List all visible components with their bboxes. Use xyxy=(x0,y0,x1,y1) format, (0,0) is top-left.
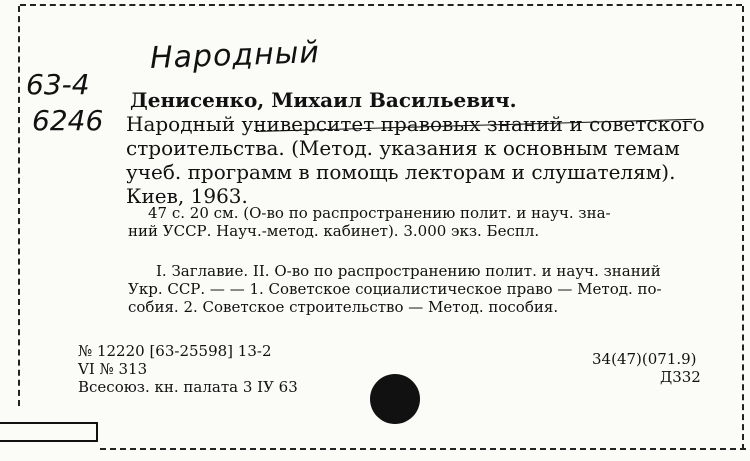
card-number-line: VI № 313 xyxy=(78,360,148,378)
card-border-top xyxy=(20,4,742,6)
tracing-line: Укр. ССР. — — 1. Советское социалистическое право — Метод. по- xyxy=(128,280,662,298)
collation-line: 47 с. 20 см. (О-во по распространению полит. и науч. зна- xyxy=(148,204,611,222)
card-border-bottom xyxy=(100,448,746,450)
title-line: строительства. (Метод. указания к основным темам xyxy=(126,136,680,160)
title-line: учеб. программ в помощь лекторам и слушателям). xyxy=(126,160,676,184)
punch-hole xyxy=(370,374,420,424)
handwritten-call-number-top: 63-4 xyxy=(26,68,90,101)
card-border-right xyxy=(742,6,744,450)
classification-index: 34(47)(071.9) xyxy=(592,350,697,368)
author-heading: Денисенко, Михаил Васильевич. xyxy=(130,88,517,112)
tracing-line: собия. 2. Советское строительство — Метод. пособия. xyxy=(128,298,559,316)
card-strip xyxy=(0,422,98,442)
title-line: Народный университет правовых знаний и советского xyxy=(126,112,705,136)
author-mark: Д332 xyxy=(660,368,701,386)
imprint-line: Киев, 1963. xyxy=(126,184,248,208)
card-number-line: № 12220 [63-25598] 13-2 xyxy=(78,342,272,360)
handwritten-call-number-bottom: 6246 xyxy=(32,104,104,137)
handwritten-title-note: Народный xyxy=(149,35,321,76)
chamber-line: Всесоюз. кн. палата 3 IУ 63 xyxy=(78,378,298,396)
collation-line: ний УССР. Науч.-метод. кабинет). 3.000 экз. Беспл. xyxy=(128,222,540,240)
card-border-left xyxy=(18,6,20,406)
tracing-line: I. Заглавие. II. О-во по распространению полит. и науч. знаний xyxy=(156,262,661,280)
